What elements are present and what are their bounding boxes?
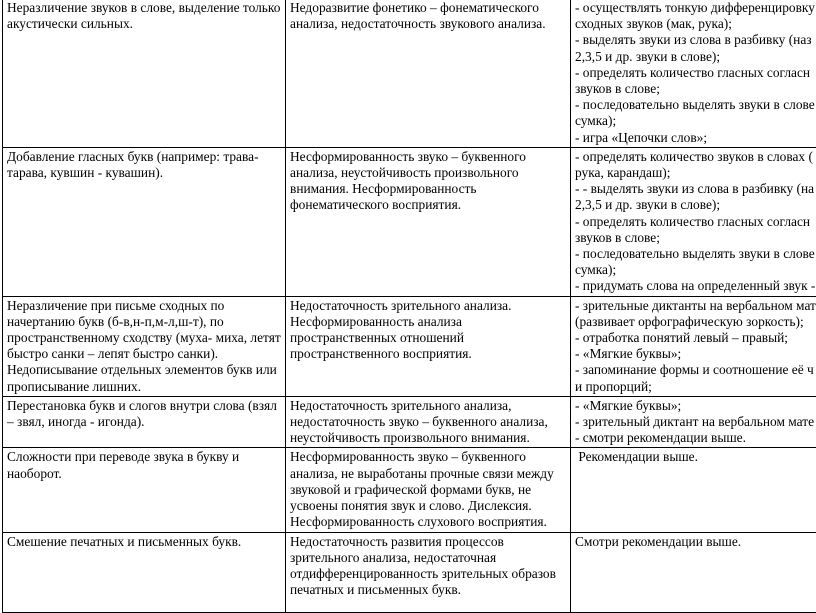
recommendation-line: - зрительный диктант на вербальном мате <box>575 414 816 430</box>
recommendation-line: - «Мягкие буквы»; <box>575 346 816 362</box>
recommendation-line: сходных звуков (мак, рука); <box>575 16 816 32</box>
table-row <box>3 0 816 147</box>
table-row <box>3 396 816 448</box>
table-row <box>3 296 816 396</box>
recommendation-line: - выделять звуки из слова в разбивку (наз <box>575 32 816 48</box>
table-body <box>3 0 816 612</box>
problem-cell: Перестановка букв и слогов внутри слова (взял – звял, иногда - игонда). <box>3 396 286 448</box>
cause-cell: Несформированность звуко – буквенного анализа, не выработаны прочные связи между звуковой и графической формами букв, не усвоены понятия звук и слово. Дислексия. Несформированность слухового восприятия. <box>286 448 571 532</box>
problem-cell: Сложности при переводе звука в букву и наоборот. <box>3 448 286 532</box>
recommendation-line: Рекомендации выше. <box>575 449 816 465</box>
cause-cell: Недостаточность зрительного анализа, недостаточность звуко – буквенного анализа, неустойчивость произвольного внимания. <box>286 396 571 448</box>
table-row <box>3 448 816 532</box>
cause-cell: Недостаточность развития процессов зрительного анализа, недостаточная отдифференцированность зрительных образов печатных и письменных букв. <box>286 532 571 612</box>
recommendations-cell <box>571 296 816 396</box>
table-row <box>3 532 816 612</box>
recommendation-line: - зрительные диктанты на вербальном мат <box>575 298 816 314</box>
recommendation-line: звуков в слове; <box>575 81 816 97</box>
recommendation-line: 2,3,5 и др. звуки в слове); <box>575 197 816 213</box>
table-wrapper <box>2 0 816 613</box>
recommendations-cell <box>571 396 816 448</box>
recommendation-line: - игра «Цепочки слов»; <box>575 130 816 146</box>
recommendations-cell <box>571 0 816 147</box>
recommendation-line: звуков в слове; <box>575 230 816 246</box>
cause-cell: Недостаточность зрительного анализа. Несформированность анализа пространственных отношений пространственного восприятия. <box>286 296 571 396</box>
recommendation-line: - придумать слова на определенный звук - <box>575 278 816 294</box>
recommendation-line: - осуществлять тонкую дифференцировку <box>575 0 816 16</box>
recommendation-line: - отработка понятий левый – правый; <box>575 330 816 346</box>
recommendation-line: - последовательно выделять звуки в слове <box>575 97 816 113</box>
problem-cell: Смешение печатных и письменных букв. <box>3 532 286 612</box>
recommendation-line: 2,3,5 и др. звуки в слове); <box>575 49 816 65</box>
recommendation-line: Смотри рекомендации выше. <box>575 534 816 550</box>
recommendations-cell <box>571 147 816 296</box>
recommendation-line: - определять количество гласных согласн <box>575 214 816 230</box>
recommendation-line: - запоминание формы и соотношение её ч <box>575 362 816 378</box>
recommendations-cell <box>571 532 816 612</box>
recommendation-line: (развивает орфографическую зоркость); <box>575 314 816 330</box>
recommendation-line: - «Мягкие буквы»; <box>575 398 816 414</box>
recommendation-line: - смотри рекомендации выше. <box>575 430 816 446</box>
recommendation-line: сумка); <box>575 262 816 278</box>
recommendation-line: сумка); <box>575 113 816 129</box>
recommendation-line: - последовательно выделять звуки в слове <box>575 246 816 262</box>
recommendations-cell <box>571 448 816 532</box>
problem-cell: Неразличение при письме сходных по начертанию букв (б-в,н-п,м-л,ш-т), по пространственному сходству (муха- миха, летят быстро санки – лепят быстро санки). Недописывание отдельных элементов букв или прописывание лишних. <box>3 296 286 396</box>
cause-cell: Несформированность звуко – буквенного анализа, неустойчивость произвольного внимания. Несформированность фонематического восприятия. <box>286 147 571 296</box>
table-row <box>3 147 816 296</box>
recommendation-line: - определять количество гласных согласн <box>575 65 816 81</box>
recommendation-line: - - выделять звуки из слова в разбивку (на <box>575 181 816 197</box>
recommendation-line: - определять количество звуков в словах ( <box>575 149 816 165</box>
problem-cell: Добавление гласных букв (например: трава- тарава, кувшин - кувашин). <box>3 147 286 296</box>
recommendation-line: и пропорций; <box>575 379 816 395</box>
difficulties-table <box>2 0 816 613</box>
cause-cell: Недоразвитие фонетико – фонематического анализа, недостаточность звукового анализа. <box>286 0 571 147</box>
problem-cell: Неразличение звуков в слове, выделение только акустически сильных. <box>3 0 286 147</box>
recommendation-line: рука, карандаш); <box>575 165 816 181</box>
